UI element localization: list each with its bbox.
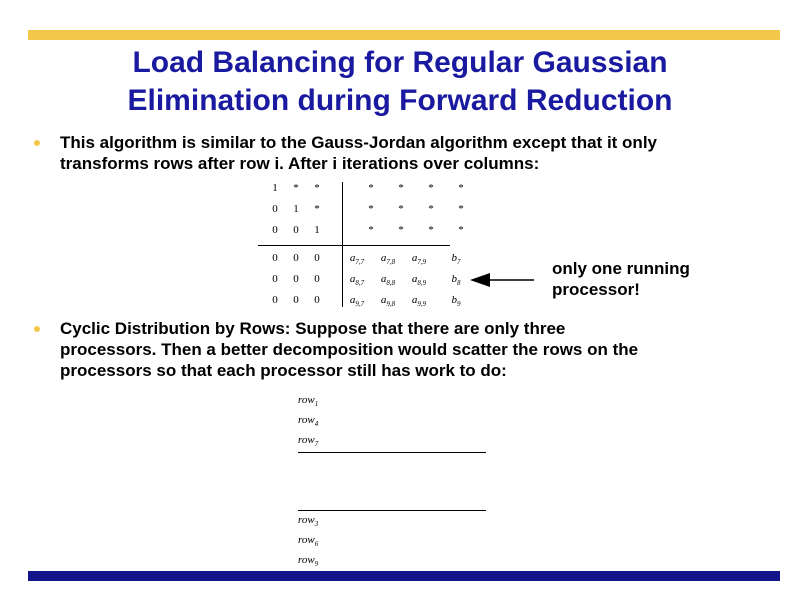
matrix-cell-upper_left: 1 [314, 224, 320, 236]
row-label-subscript: 7 [314, 440, 319, 449]
matrix-cell-upper_left: * [293, 182, 299, 194]
matrix-entry-symbol: a [380, 294, 387, 306]
matrix-cell-lower_right [373, 252, 403, 266]
matrix-cell-lower_right [342, 273, 372, 287]
bullet-2-line-2: processors. Then a better decomposition would scatter the rows on the [60, 340, 639, 359]
matrix-cell-lower_left: 0 [293, 273, 299, 285]
row-label [298, 414, 318, 428]
matrix-cell-upper_right: * [368, 224, 374, 236]
matrix-entry-subscript: 8,8 [386, 279, 396, 288]
row-label-text: row [298, 434, 315, 446]
row-group-bottom [298, 510, 488, 572]
row-label-text: row [298, 394, 315, 406]
bullet-dot-icon [34, 140, 40, 146]
matrix-cell-upper_right: * [368, 182, 374, 194]
matrix-entry-subscript: 7,7 [355, 258, 365, 267]
matrix-entry-symbol: a [380, 252, 387, 264]
row-label-subscript: 4 [314, 420, 319, 429]
matrix-cell-lower_left: 0 [314, 294, 320, 306]
matrix-cell-lower_right [404, 294, 434, 308]
matrix-cell-upper_left: 1 [272, 182, 278, 194]
matrix-cell-lower_left: 0 [293, 294, 299, 306]
matrix-cell-upper_right: * [458, 203, 464, 215]
matrix-cell-lower_left: 0 [314, 252, 320, 264]
matrix-cell-upper_left: 0 [272, 224, 278, 236]
row-group-top [298, 394, 488, 456]
row-label-text: row [298, 534, 315, 546]
matrix-cell-lower_right [342, 294, 372, 308]
row-label [298, 534, 318, 548]
row-label-text: row [298, 554, 315, 566]
matrix-entry-symbol: a [349, 252, 356, 264]
top-accent-bar [28, 30, 780, 40]
matrix-entry-subscript: 9,7 [355, 300, 365, 309]
row-group-top-line [298, 452, 486, 453]
matrix-cell-lower_left: 0 [293, 252, 299, 264]
bullet-1-line-2: transforms rows after row i. After i iterations over columns: [60, 154, 540, 173]
matrix-entry-subscript: 7,9 [417, 258, 427, 267]
callout-line-1: only one running [552, 259, 690, 278]
callout-line-2: processor! [552, 280, 640, 299]
matrix-cell-lower_left: 0 [272, 252, 278, 264]
slide-title [0, 44, 800, 120]
matrix-cell-upper_left: * [314, 182, 320, 194]
row-label-subscript: 1 [314, 400, 319, 409]
matrix-cell-upper_left: 0 [293, 224, 299, 236]
row-group-bottom-line [298, 510, 486, 511]
matrix-entry-subscript: 9,9 [417, 300, 427, 309]
matrix-cell-upper_left: 1 [293, 203, 299, 215]
matrix-cell-lower_left: 0 [272, 273, 278, 285]
matrix-cell-lower_right [441, 294, 471, 308]
matrix-cell-upper_right: * [368, 203, 374, 215]
left-arrow-icon [470, 270, 534, 290]
row-label [298, 394, 318, 408]
matrix-cell-upper_right: * [398, 224, 404, 236]
matrix-cell-lower_right [373, 294, 403, 308]
bullet-2-line-3: processors so that each processor still has work to do: [60, 361, 507, 380]
title-line-1: Load Balancing for Regular Gaussian [132, 46, 668, 79]
matrix-cell-upper_left: * [314, 203, 320, 215]
matrix-entry-symbol: b [451, 294, 457, 306]
matrix-entry-subscript: 8,9 [417, 279, 427, 288]
row-label-text: row [298, 514, 315, 526]
matrix-entry-subscript: 8 [457, 279, 461, 288]
row-label [298, 514, 318, 528]
matrix-horizontal-divider [258, 245, 450, 246]
matrix-cell-lower_right [342, 252, 372, 266]
title-line-2: Elimination during Forward Reduction [127, 84, 673, 117]
matrix-cell-upper_right: * [428, 182, 434, 194]
bullet-1-line-1: This algorithm is similar to the Gauss-Jordan algorithm except that it only [60, 133, 657, 152]
matrix-entry-symbol: b [451, 273, 457, 285]
matrix-entry-symbol: a [411, 273, 418, 285]
matrix-cell-upper_right: * [398, 182, 404, 194]
matrix-cell-upper_right: * [458, 224, 464, 236]
matrix-entry-subscript: 7,8 [386, 258, 396, 267]
row-label-subscript: 6 [314, 540, 319, 549]
row-label [298, 434, 318, 448]
matrix-entry-symbol: b [451, 252, 457, 264]
matrix-cell-lower_right [404, 252, 434, 266]
matrix-entry-subscript: 7 [457, 258, 461, 267]
matrix-cell-lower_right [441, 252, 471, 266]
matrix-cell-lower_right [441, 273, 471, 287]
row-label-subscript: 3 [314, 520, 319, 529]
matrix-cell-upper_right: * [428, 203, 434, 215]
matrix-cell-lower_right [404, 273, 434, 287]
matrix-entry-symbol: a [380, 273, 387, 285]
matrix-cell-upper_right: * [428, 224, 434, 236]
matrix-entry-symbol: a [349, 294, 356, 306]
matrix-cell-lower_left: 0 [314, 273, 320, 285]
matrix-entry-symbol: a [411, 294, 418, 306]
matrix-entry-subscript: 8,7 [355, 279, 365, 288]
callout-text [552, 258, 690, 300]
matrix-cell-lower_right [373, 273, 403, 287]
row-label [298, 554, 318, 568]
matrix-diagram [258, 182, 464, 309]
bullet-dot-icon [34, 326, 40, 332]
matrix-entry-symbol: a [411, 252, 418, 264]
row-label-subscript: 9 [314, 560, 319, 569]
matrix-entry-subscript: 9 [457, 300, 461, 309]
matrix-entry-symbol: a [349, 273, 356, 285]
matrix-cell-lower_left: 0 [272, 294, 278, 306]
row-label-text: row [298, 414, 315, 426]
bottom-accent-bar [28, 571, 780, 581]
matrix-entry-subscript: 9,8 [386, 300, 396, 309]
matrix-cell-upper_left: 0 [272, 203, 278, 215]
matrix-cell-upper_right: * [398, 203, 404, 215]
matrix-cell-upper_right: * [458, 182, 464, 194]
bullet-2-line-1: Cyclic Distribution by Rows: Suppose that there are only three [60, 319, 566, 338]
